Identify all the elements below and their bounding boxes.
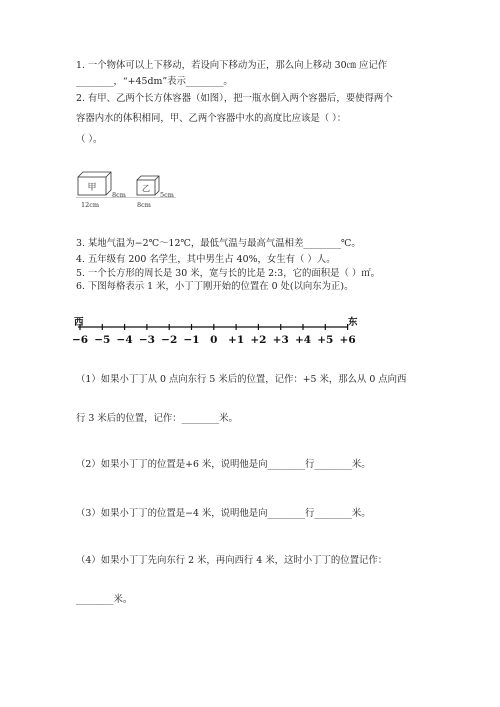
number-line-tick-label: −2	[161, 334, 178, 346]
number-line-tick-label: −6	[72, 334, 89, 346]
question-3: 3. 某地气温为−2℃～12℃，最低气温与最高气温相差________℃。	[76, 238, 361, 249]
subquestion-1-line-2: 行 3 米后的位置，记作：________米。	[76, 413, 238, 424]
question-2-line-2: 容器内水的体积相同，甲、乙两个容器中水的高度比应该是（ ）：	[76, 113, 347, 124]
east-label: 东	[348, 317, 358, 328]
number-line-tick-label: +6	[339, 334, 356, 346]
container-jia-label: 甲	[87, 183, 97, 193]
number-line-tick-label: +3	[272, 334, 289, 346]
number-line-tick-label: +2	[250, 334, 267, 346]
question-4: 4. 五年级有 200 名学生，其中男生占 40%，女生有（ ）人。	[76, 254, 336, 265]
number-line-tick-label: −3	[138, 334, 155, 346]
container-jia-width: 12cm	[81, 201, 100, 209]
number-line	[72, 312, 362, 348]
number-line-tick-label: +4	[294, 334, 312, 346]
number-line-tick-label: −1	[183, 334, 200, 346]
subquestion-4-line-2: ________米。	[76, 594, 133, 605]
subquestion-1-line-1: （1）如果小丁丁从 0 点向东行 5 米后的位置，记作：+5 米，那么从 0 点向西	[76, 374, 407, 385]
subquestion-2: （2）如果小丁丁的位置是+6 米，说明他是向________行________米。	[76, 459, 371, 470]
number-line-tick-label: −5	[94, 334, 111, 346]
question-2-line-3: （ ）。	[76, 134, 103, 145]
number-line-tick-label: +1	[228, 334, 245, 346]
question-1-line-1: 1. 一个物体可以上下移动，若设向下移动为正，那么向上移动 30㎝ 应记作	[76, 60, 388, 71]
containers-figure	[76, 168, 176, 212]
container-yi-label: 乙	[142, 184, 150, 193]
question-2-line-1: 2. 有甲、乙两个长方体容器（如图），把一瓶水倒入两个容器后，要使得两个	[76, 93, 393, 104]
subquestion-4-line-1: （4）如果小丁丁先向东行 2 米，再向西行 4 米，这时小丁丁的位置记作：	[76, 555, 388, 566]
question-1-line-2: ________，“+45dm”表示________。	[76, 76, 233, 87]
container-jia-height: 8cm	[112, 191, 126, 199]
west-label: 西	[74, 317, 84, 328]
number-line-tick-label: −4	[116, 334, 133, 346]
number-line-tick-label: 0	[210, 334, 218, 346]
container-yi-width: 8cm	[137, 201, 151, 209]
question-5: 5. 一个长方形的周长是 30 米，宽与长的比是 2:3，它的面积是（ ）㎡。	[76, 268, 380, 279]
question-6: 6. 下图每格表示 1 米，小丁丁刚开始的位置在 0 处(以向东为正)。	[76, 281, 354, 292]
number-line-tick-label: +5	[317, 334, 334, 346]
subquestion-3: （3）如果小丁丁的位置是−4 米，说明他是向________行________米。	[76, 508, 371, 519]
container-yi-height: 5cm	[160, 191, 174, 199]
